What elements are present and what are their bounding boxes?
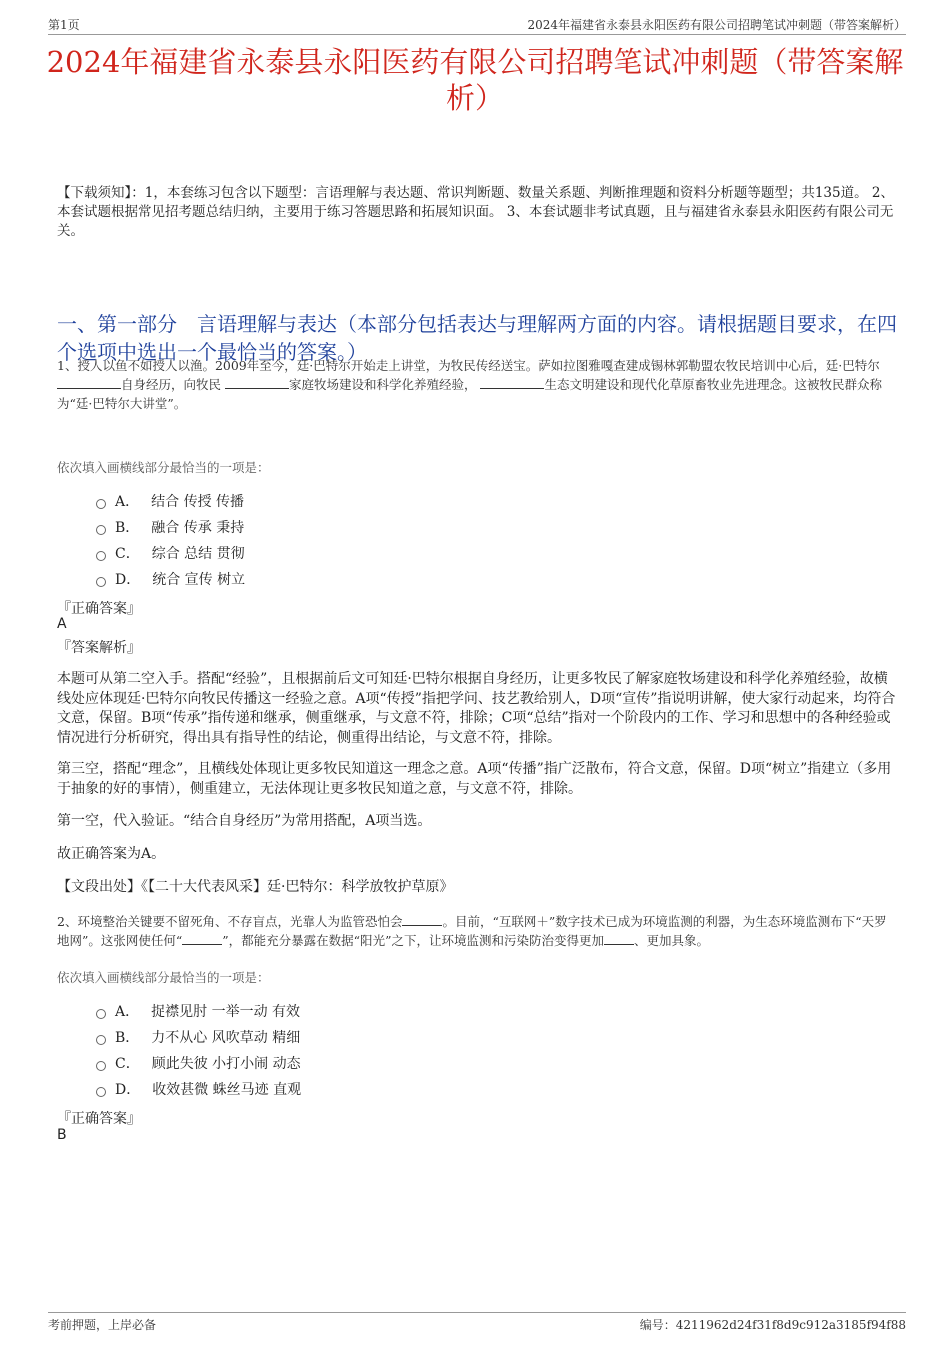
page-footer [48, 1312, 906, 1335]
question-2-options [96, 998, 301, 1102]
question-2-prompt: 依次填入画横线部分最恰当的一项是： [57, 970, 270, 985]
radio-icon[interactable] [96, 577, 106, 587]
question-1-prompt: 依次填入画横线部分最恰当的一项是： [57, 460, 270, 475]
question-1-options [96, 488, 245, 592]
option-b[interactable]: B． 力不从心 风吹草动 精细 [96, 1024, 301, 1050]
analysis-paragraph: 第三空，搭配“理念”，且横线处体现让更多牧民知道这一理念之意。A项“传播”指广泛散布，符合文意，保留。D项“树立”指建立（多用于抽象的好的事情），侧重建立，无法体现让更多牧民知道之意，与文意不符，排除。 [57, 761, 892, 797]
download-notice: 【下载须知】：1，本套练习包含以下题型：言语理解与表达题、常识判断题、数量关系题、判断推理题和资料分析题等题型；共135道。 2、本套试题根据常见招考题总结归纳，主要用于练习答题思路和拓展知识面。 3、本套试题非考试真题，且与福建省永泰县永阳医药有限公司无关。 [57, 185, 894, 239]
footer-slogan: 考前押题，上岸必备 [48, 1318, 157, 1332]
analysis-paragraph: 第一空，代入验证。“结合自身经历”为常用搭配，A项当选。 [57, 813, 432, 829]
option-a[interactable]: A． 捉襟见肘 一举一动 有效 [96, 998, 301, 1024]
page-number: 第1页 [48, 18, 80, 32]
correct-answer-label: 『正确答案』 [57, 1111, 141, 1127]
blank-line [604, 932, 634, 945]
blank-line [402, 913, 442, 926]
option-b[interactable]: B． 融合 传承 秉持 [96, 514, 245, 540]
section-title: 一、第一部分 言语理解与表达（本部分包括表达与理解两方面的内容。请根据题目要求，在四个选项中选出一个最恰当的答案。） [57, 312, 897, 364]
option-d[interactable]: D． 统合 宣传 树立 [96, 566, 245, 592]
header-doc-title: 2024年福建省永泰县永阳医药有限公司招聘笔试冲刺题（带答案解析） [527, 18, 906, 32]
question-1-text: 1、授人以鱼不如授人以渔。2009年至今，廷·巴特尔开始走上讲堂，为牧民传经送宝。萨如拉图雅嘎查建成锡林郭勒盟农牧民培训中心后，廷·巴特尔 自身经历，向牧民 家庭牧场建设和科学化养殖经验， 生态文明建设和现代化草原畜牧业先进理念。这被牧民群众称为“廷·巴特尔大讲堂”。 [57, 358, 882, 411]
analysis-paragraph: 本题可从第二空入手。搭配“经验”，且根据前后文可知廷·巴特尔根据自身经历，让更多牧民了解家庭牧场建设和科学化养殖经验，故横线处应体现廷·巴特尔向牧民传播这一经验之意。A项“传授”指把学问、技艺教给别人，D项“宣传”指说明讲解，使大家行动起来，均符合文意，保留。B项“传承”指传递和继承，侧重继承，与文意不符，排除；C项“总结”指对一个阶段内的工作、学习和思想中的各种经验或情况进行分析研究，得出具有指导性的结论，侧重得出结论，与文意不符，排除。 [57, 671, 896, 746]
analysis-label: 『答案解析』 [57, 640, 141, 656]
radio-icon[interactable] [96, 1087, 106, 1097]
option-d[interactable]: D． 收效甚微 蛛丝马迹 直观 [96, 1076, 301, 1102]
analysis-paragraph: 故正确答案为A。 [57, 846, 166, 862]
blank-line [480, 376, 544, 389]
option-a[interactable]: A． 结合 传授 传播 [96, 488, 245, 514]
radio-icon[interactable] [96, 1009, 106, 1019]
question-2-text: 2、环境整治关键要不留死角、不存盲点，光靠人为监管恐怕会 。目前，“互联网＋”数字技术已成为环境监测的利器，为生态环境监测布下“天罗地网”。这张网使任何“ ”，都能充分暴露在数据“阳光”之下，让环境监测和污染防治变得更加 、更加具象。 [57, 914, 887, 948]
radio-icon[interactable] [96, 499, 106, 509]
radio-icon[interactable] [96, 1035, 106, 1045]
blank-line [57, 376, 121, 389]
document-title: 2024年福建省永泰县永阳医药有限公司招聘笔试冲刺题（带答案解析） [46, 45, 904, 115]
radio-icon[interactable] [96, 551, 106, 561]
correct-answer: A [57, 616, 67, 632]
footer-serial: 编号：4211962d24f31f8d9c912a3185f94f88 [639, 1318, 906, 1332]
option-c[interactable]: C． 综合 总结 贯彻 [96, 540, 245, 566]
page-header [48, 14, 906, 35]
radio-icon[interactable] [96, 525, 106, 535]
source-citation: 【文段出处】《【二十大代表风采】廷·巴特尔：科学放牧护草原》 [57, 879, 454, 895]
blank-line [182, 932, 222, 945]
blank-line [225, 376, 289, 389]
option-c[interactable]: C． 顾此失彼 小打小闹 动态 [96, 1050, 301, 1076]
correct-answer: B [57, 1127, 67, 1143]
radio-icon[interactable] [96, 1061, 106, 1071]
correct-answer-label: 『正确答案』 [57, 601, 141, 617]
